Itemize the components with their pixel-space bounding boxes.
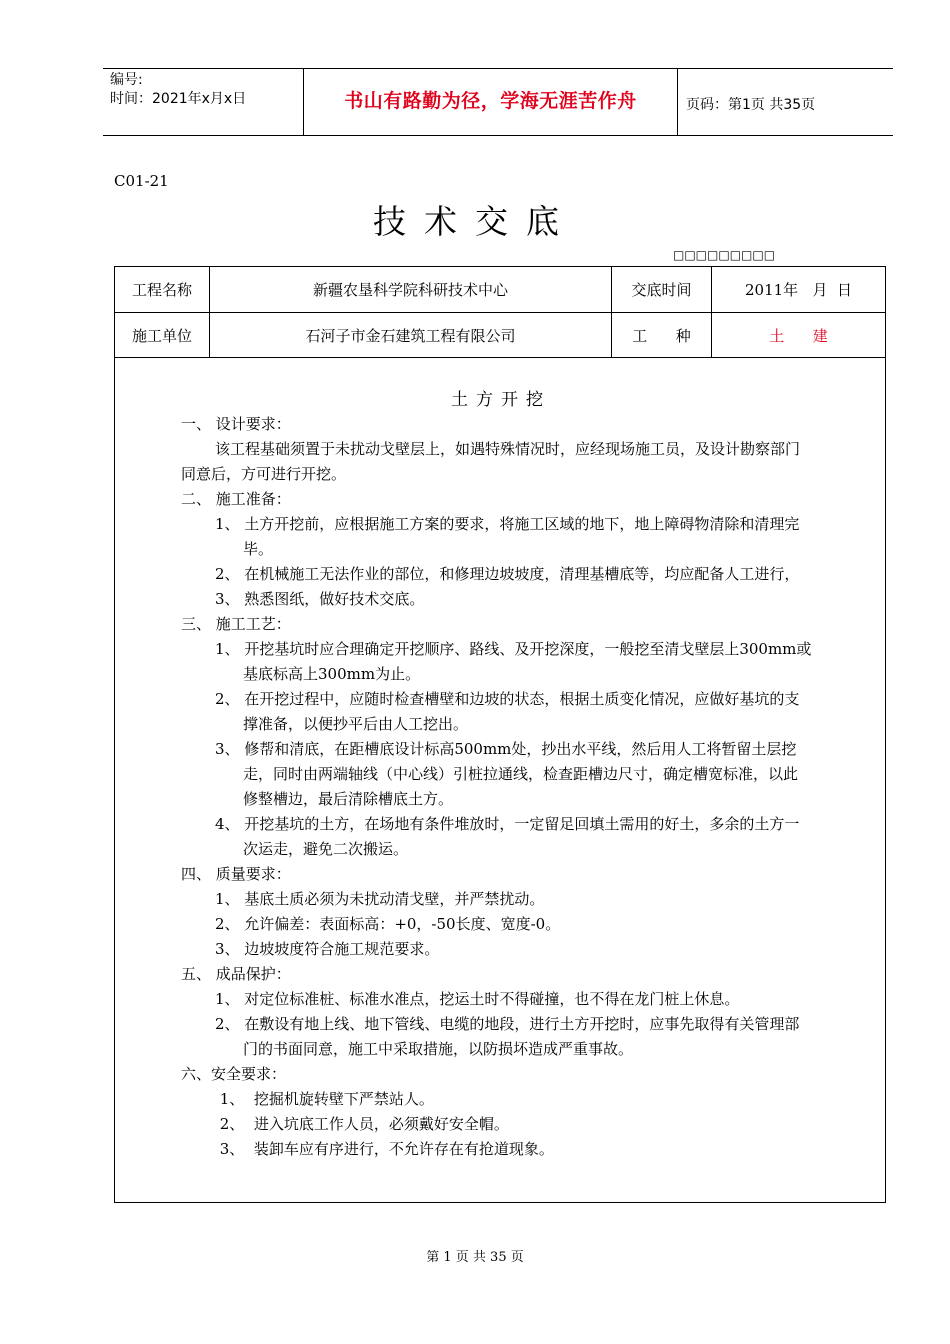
paragraph-line: 该工程基础须置于未扰动戈壁层上，如遇特殊情况时，应经现场施工员，及设计勘察部门 (215, 440, 801, 458)
project-name-value: 新疆农垦科学院科研技术中心 (312, 281, 508, 299)
trade-value: 土 建 (769, 326, 828, 345)
header-top-rule (103, 68, 893, 69)
heading-line: 五、 成品保护： (181, 965, 291, 983)
list-item-continuation: 基底标高上300mm为止。 (243, 665, 421, 683)
list-item-continuation: 修整槽边，最后清除槽底土方。 (243, 790, 454, 808)
list-item: 3、 边坡坡度符合施工规范要求。 (215, 940, 440, 958)
list-item: 2、 在开挖过程中，应随时检查槽壁和边坡的状态，根据土质变化情况，应做好基坑的支 (215, 690, 800, 708)
list-item: 1、 土方开挖前，应根据施工方案的要求，将施工区域的地下，地上障碍物清除和清理完 (215, 515, 800, 533)
list-item: 3、 熟悉图纸，做好技术交底。 (215, 590, 425, 608)
heading-line: 四、 质量要求： (181, 865, 291, 883)
list-item-continuation: 次运走，避免二次搬运。 (243, 840, 409, 858)
list-item: 4、 开挖基坑的土方，在场地有条件堆放时，一定留足回填土需用的好土，多余的土方一 (215, 815, 800, 833)
heading-line: 六、安全要求： (181, 1065, 287, 1083)
header-page-label: 页码：第1页 共35页 (686, 97, 816, 113)
heading-line: 二、 施工准备： (181, 490, 291, 508)
heading-line: 一、 设计要求： (181, 415, 291, 433)
list-item-continuation: 走，同时由两端轴线（中心线）引桩拉通线，检查距槽边尺寸，确定槽宽标准，以此 (243, 765, 799, 783)
list-item: 1、 开挖基坑时应合理确定开挖顺序、路线、及开挖深度，一般挖至清戈壁层上300mm或 (215, 640, 812, 658)
header-motto: 书山有路勤为径，学海无涯苦作舟 (344, 90, 637, 112)
list-item: 2、 在机械施工无法作业的部位，和修理边坡坡度，清理基槽底等，均应配备人工进行， (215, 565, 800, 583)
placeholder-boxes: □□□□□□□□□ (673, 248, 776, 262)
disclosure-date-value: 2011年 月 日 (744, 281, 852, 299)
disclosure-date-label: 交底时间 (631, 281, 692, 299)
list-item: 2、 进入坑底工作人员，必须戴好安全帽。 (215, 1115, 509, 1133)
list-item: 3、 装卸车应有序进行，不允许存在有抢道现象。 (215, 1140, 554, 1158)
document-title: 技术交底 (373, 202, 577, 241)
list-item: 3、 修帮和清底，在距槽底设计标高500mm处，抄出水平线，然后用人工将暂留土层挖 (215, 740, 797, 758)
disclosure-form (114, 266, 886, 1203)
list-item-continuation: 毕。 (243, 540, 274, 558)
header-bottom-rule (103, 135, 893, 136)
list-item-continuation: 门的书面同意，施工中采取措施，以防损坏造成严重事故。 (243, 1040, 634, 1058)
page-footer: 第 1 页 共 35 页 (426, 1250, 524, 1265)
document-code: C01-21 (114, 172, 169, 190)
header-divider (677, 68, 678, 136)
project-name-label: 工程名称 (131, 281, 192, 299)
list-item: 1、 基底土质必须为未扰动清戈壁，并严禁扰动。 (215, 890, 545, 908)
list-item-continuation: 撑准备，以便抄平后由人工挖出。 (243, 715, 469, 733)
trade-label: 工 种 (632, 326, 691, 345)
section-title: 土方开挖 (451, 390, 551, 410)
construction-unit-label: 施工单位 (131, 326, 192, 345)
list-item: 1、 对定位标准桩、标准水准点，挖运土时不得碰撞，也不得在龙门桩上休息。 (215, 990, 740, 1008)
list-item: 2、 允许偏差：表面标高：+0，-50长度、宽度-0。 (215, 915, 561, 933)
paragraph-line: 同意后，方可进行开挖。 (181, 465, 347, 483)
table-rule (115, 357, 885, 358)
header-meta (110, 71, 246, 109)
list-item: 2、 在敷设有地上线、地下管线、电缆的地段，进行土方开挖时，应事先取得有关管理部 (215, 1015, 800, 1033)
heading-line: 三、 施工工艺： (181, 615, 291, 633)
number-label: 编号: (110, 72, 143, 88)
time-label: 时间：2021年x月x日 (110, 91, 247, 107)
construction-unit-value: 石河子市金石建筑工程有限公司 (305, 326, 516, 345)
list-item: 1、 挖掘机旋转壁下严禁站人。 (215, 1090, 434, 1108)
